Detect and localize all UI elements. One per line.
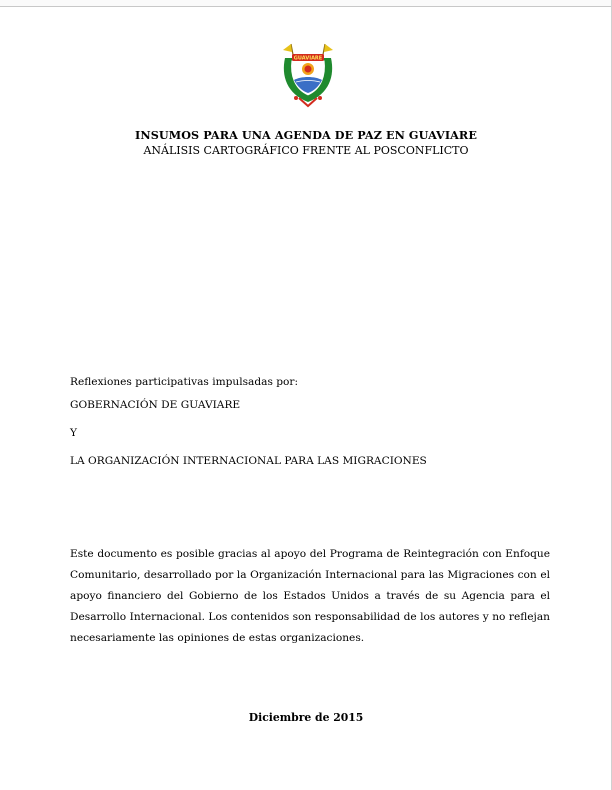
promoter-gobernacion: GOBERNACIÓN DE GUAVIARE [70, 399, 241, 411]
funding-disclaimer: Este documento es posible gracias al apoyo del Programa de Reintegración con Enfoque Comunitario, desarrollado por la Organización Internacional para las Migraciones con el apoyo financiero del Gobierno de los Estados Unidos a través de su Agencia para el Desarrollo Internacional. Los contenidos son responsabilidad de los autores y no reflejan necesariamente las opiniones de estas organizaciones. [70, 548, 550, 644]
page-top-edge [0, 0, 612, 7]
promoter-conjunction: Y [70, 427, 77, 439]
document-subtitle: ANÁLISIS CARTOGRÁFICO FRENTE AL POSCONFLICTO [143, 144, 469, 157]
document-title: INSUMOS PARA UNA AGENDA DE PAZ EN GUAVIARE [135, 128, 477, 142]
promoter-oim: LA ORGANIZACIÓN INTERNACIONAL PARA LAS MIGRACIONES [70, 455, 427, 467]
promoters-intro: Reflexiones participativas impulsadas por: [70, 376, 299, 388]
crest-banner-text: GUAVIARE [293, 55, 323, 62]
guaviare-crest-icon [277, 40, 339, 108]
publication-date: Diciembre de 2015 [248, 711, 364, 724]
